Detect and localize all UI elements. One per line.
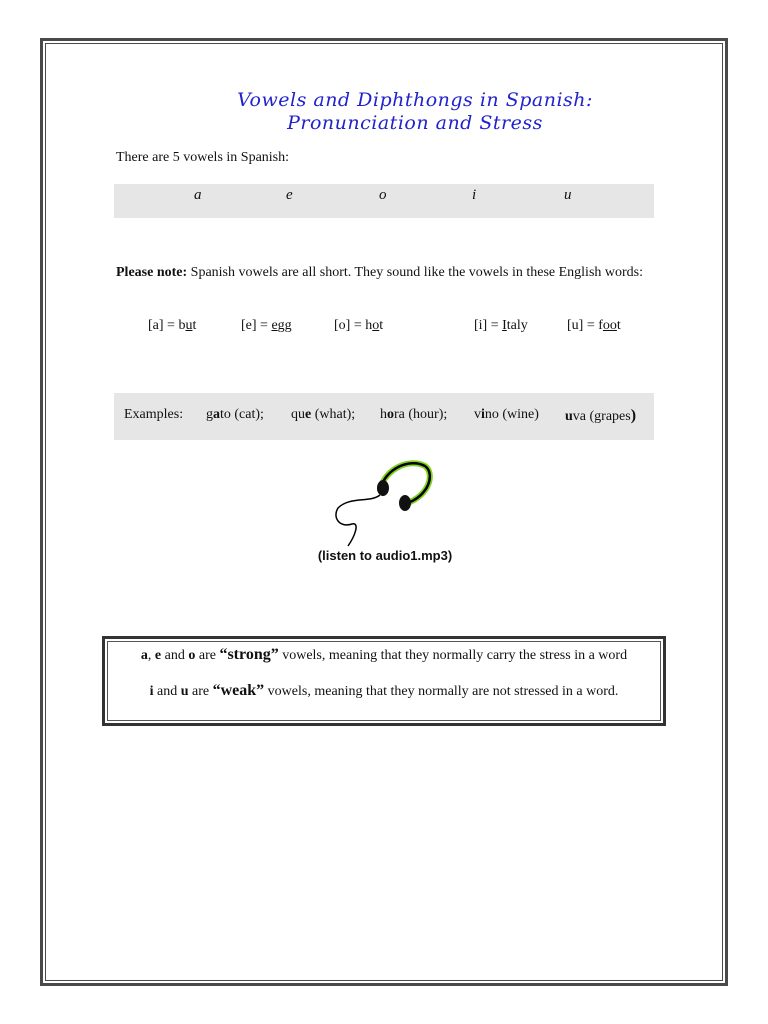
pair-post: gg xyxy=(277,318,292,333)
headphones-icon[interactable] xyxy=(330,458,440,548)
example-post: to (cat); xyxy=(220,407,264,422)
pair-prefix: [o] = xyxy=(334,318,366,333)
example-pre: h xyxy=(380,407,387,422)
vowel-o-bold: o xyxy=(188,648,196,663)
pair-underlined: oo xyxy=(602,318,617,333)
note-paragraph xyxy=(116,258,661,288)
vowel-a: a xyxy=(194,187,202,203)
pair-post: taly xyxy=(506,318,528,333)
strong-rule xyxy=(102,646,666,664)
example-pre: qu xyxy=(291,407,305,422)
pair-a xyxy=(148,318,196,334)
example-pre: g xyxy=(206,407,213,422)
verb: are xyxy=(195,648,220,663)
example-uva xyxy=(565,407,636,425)
example-stressed-vowel: i xyxy=(481,407,485,422)
vowel-o: o xyxy=(379,187,387,203)
pair-prefix: [a] = xyxy=(148,318,179,333)
example-stressed-vowel: e xyxy=(305,407,312,422)
vowel-e: e xyxy=(286,187,293,203)
conjunction: and xyxy=(153,684,181,699)
vowel-a-bold: a xyxy=(140,648,148,663)
title-line-2: Pronunciation and Stress xyxy=(287,112,543,134)
weak-keyword: “weak” xyxy=(212,682,265,699)
example-stressed-vowel: o xyxy=(387,407,394,422)
separator: , xyxy=(147,648,155,663)
example-gato xyxy=(206,407,264,423)
vowel-i-bold: i xyxy=(149,684,154,699)
example-post: (what); xyxy=(311,407,356,422)
pair-prefix: [e] = xyxy=(241,318,272,333)
weak-rule-text: vowels, meaning that they normally are not stressed in a word. xyxy=(264,684,619,699)
pair-prefix: [u] = xyxy=(567,318,599,333)
intro-text: There are 5 vowels in Spanish: xyxy=(116,150,290,165)
note-label: Please note: xyxy=(116,265,188,280)
strong-keyword: “strong” xyxy=(219,646,279,663)
title-line-1: Vowels and Diphthongs in Spanish: xyxy=(237,89,593,111)
vowel-u: u xyxy=(564,187,572,203)
example-stressed-vowel: u xyxy=(565,409,573,424)
audio-link[interactable]: (listen to audio1.mp3) xyxy=(317,548,453,563)
vowel-u-bold: u xyxy=(180,684,189,699)
pair-i xyxy=(474,318,528,334)
example-stressed-vowel: a xyxy=(213,407,220,422)
pair-underlined: e xyxy=(271,318,278,333)
vowel-bar xyxy=(114,184,654,218)
example-pre: v xyxy=(474,407,481,422)
examples-bar xyxy=(114,393,654,440)
pair-pre: f xyxy=(598,318,603,333)
example-vino xyxy=(474,407,539,423)
pair-underlined: o xyxy=(372,318,380,333)
pair-pre: h xyxy=(365,318,373,333)
example-que xyxy=(291,407,355,423)
vowel-i: i xyxy=(472,187,477,203)
vowel-e-bold: e xyxy=(154,648,162,663)
verb: are xyxy=(188,684,213,699)
example-post: va (grapes xyxy=(572,409,631,424)
pair-underlined: u xyxy=(185,318,193,333)
pair-underlined: I xyxy=(502,318,507,333)
strong-rule-text: vowels, meaning that they normally carry the stress in a word xyxy=(278,648,628,663)
note-text: Spanish vowels are all short. They sound like the vowels in these English words: xyxy=(190,265,644,280)
pair-e xyxy=(241,318,292,334)
pair-post: t xyxy=(192,318,197,333)
example-post: no (wine) xyxy=(484,407,539,422)
pair-prefix: [i] = xyxy=(474,318,503,333)
example-hora xyxy=(380,407,447,423)
pair-pre: b xyxy=(178,318,186,333)
example-tail: ) xyxy=(630,407,637,424)
examples-label: Examples: xyxy=(124,407,184,422)
pair-post: t xyxy=(616,318,621,333)
pair-u xyxy=(567,318,621,334)
pair-o xyxy=(334,318,383,334)
weak-rule xyxy=(102,682,666,700)
example-post: ra (hour); xyxy=(394,407,448,422)
pair-post: t xyxy=(379,318,384,333)
conjunction: and xyxy=(161,648,189,663)
